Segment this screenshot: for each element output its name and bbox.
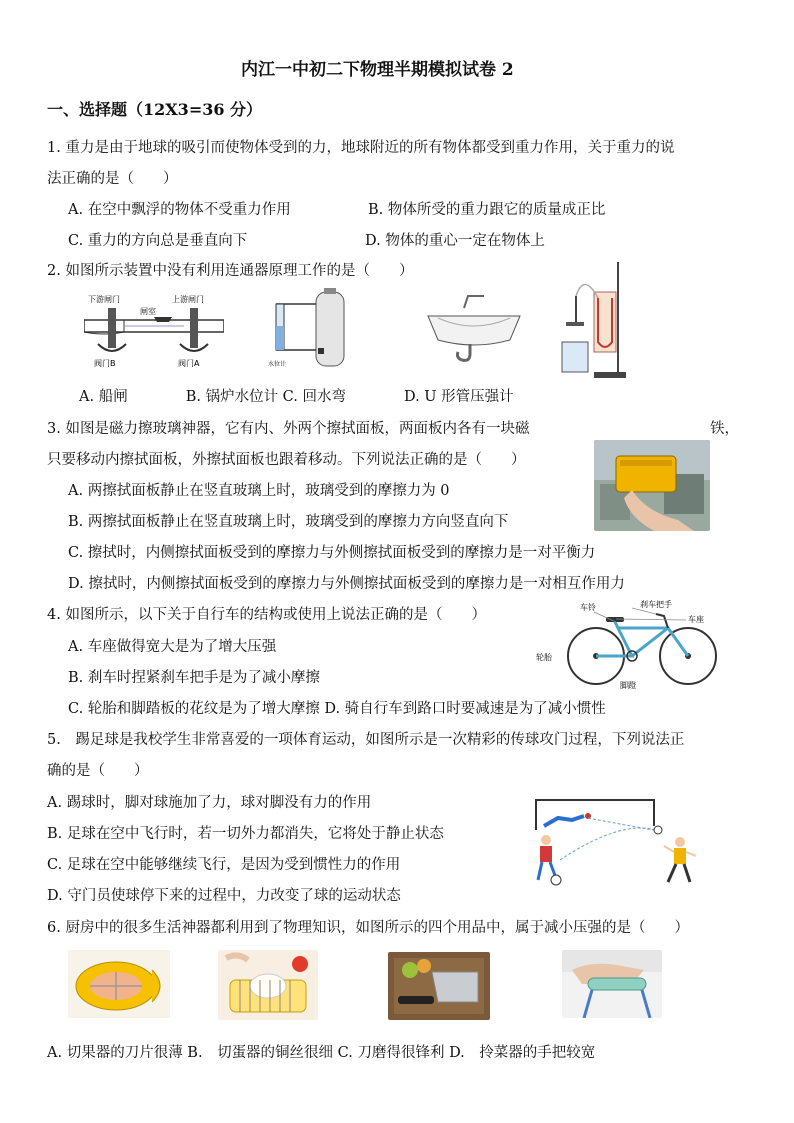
q3-option-c: C. 擦拭时，内侧擦拭面板受到的摩擦力与外侧擦拭面板受到的摩擦力是一对平衡力 (68, 545, 596, 561)
q1-option-d: D. 物体的重心一定在物体上 (365, 233, 545, 249)
q5-stem-line2: 确的是（ ） (47, 763, 149, 779)
q5-stem-line1: 5. 踢足球是我校学生非常喜爱的一项体育运动，如图所示是一次精彩的传球攻门过程，下列说法正 (47, 732, 685, 748)
q1-stem-line1: 1. 重力是由于地球的吸引而使物体受到的力，地球附近的所有物体都受到重力作用，关于重力的说 (47, 140, 675, 156)
q5-option-d: D. 守门员使球停下来的过程中，力改变了球的运动状态 (47, 888, 401, 904)
q4-option-a: A. 车座做得宽大是为了增大压强 (68, 639, 277, 655)
q1-option-c: C. 重力的方向总是垂直向下 (68, 233, 248, 249)
q5-option-b: B. 足球在空中飞行时，若一切外力都消失，它将处于静止状态 (47, 826, 444, 842)
q6-options: A. 切果器的刀片很薄 B. 切蛋器的铜丝很细 C. 刀磨得很锋利 D. 拎菜器的手把较宽 (47, 1045, 596, 1061)
brake-label: 刹车把手 (640, 600, 672, 609)
valve-a-label: 阀门A (178, 359, 200, 368)
fruit-cutter-photo (68, 950, 170, 1018)
cleaver-photo (388, 952, 490, 1020)
sink-trap-figure (424, 294, 524, 366)
q1-option-a: A. 在空中飘浮的物体不受重力作用 (68, 202, 291, 218)
pedal-label: 脚蹬 (620, 681, 636, 690)
q3-option-b: B. 两擦拭面板静止在竖直玻璃上时，玻璃受到的摩擦力方向竖直向下 (68, 514, 509, 530)
q2-options: A. 船闸 B. 锅炉水位计 C. 回水弯 D. U 形管压强计 (79, 389, 514, 405)
bicycle-figure (536, 600, 722, 692)
section-heading: 一、选择题（12X3=36 分） (47, 100, 263, 119)
q4-option-cd: C. 轮胎和脚踏板的花纹是为了增大摩擦 D. 骑自行车到路口时要减速是为了减小惯性 (68, 701, 606, 717)
q3-option-a: A. 两擦拭面板静止在竖直玻璃上时，玻璃受到的摩擦力为 0 (68, 483, 450, 499)
u-tube-gauge-figure (558, 262, 628, 380)
bell-label: 车铃 (580, 603, 596, 612)
q2-stem: 2. 如图所示装置中没有利用连通器原理工作的是（ ） (47, 263, 414, 279)
lower-gate-label: 下游闸门 (88, 295, 120, 304)
boiler-gauge-figure (266, 288, 346, 370)
q6-stem: 6. 厨房中的很多生活神器都利用到了物理知识，如图所示的四个用品中，属于减小压强的是（ ） (47, 920, 689, 936)
tire-label: 轮胎 (536, 653, 552, 662)
ship-lock-figure (84, 290, 224, 370)
q3-stem-line2: 只要移动内擦拭面板，外擦拭面板也跟着移动。下列说法正确的是（ ） (47, 452, 526, 468)
q4-stem: 4. 如图所示，以下关于自行车的结构或使用上说法正确的是（ ） (47, 607, 486, 623)
q5-option-a: A. 踢球时，脚对球施加了力，球对脚没有力的作用 (47, 795, 372, 811)
upper-gate-label: 上游闸门 (172, 295, 204, 304)
valve-b-label: 阀门B (94, 359, 116, 368)
page-title: 内江一中初二下物理半期模拟试卷 2 (241, 60, 514, 80)
q1-option-b: B. 物体所受的重力跟它的质量成正比 (368, 202, 606, 218)
q5-option-c: C. 足球在空中能够继续飞行，是因为受到惯性力的作用 (47, 857, 401, 873)
chamber-label: 闸室 (140, 307, 156, 316)
q3-stem-line1a: 3. 如图是磁力擦玻璃神器，它有内、外两个擦拭面板，两面板内各有一块磁 (47, 421, 530, 437)
q4-option-b: B. 刹车时捏紧刹车把手是为了减小摩擦 (68, 670, 320, 686)
soccer-figure (530, 796, 710, 896)
bag-carrier-photo (562, 950, 662, 1018)
seat-label: 车座 (688, 615, 704, 624)
q3-stem-line1b: 铁， (710, 421, 739, 437)
q1-stem-line2: 法正确的是（ ） (47, 171, 178, 187)
window-cleaner-photo (594, 440, 710, 531)
egg-slicer-photo (218, 950, 318, 1020)
gauge-label: 水位计 (268, 361, 287, 368)
q3-option-d: D. 擦拭时，内侧擦拭面板受到的摩擦力与外侧擦拭面板受到的摩擦力是一对相互作用力 (68, 576, 625, 592)
